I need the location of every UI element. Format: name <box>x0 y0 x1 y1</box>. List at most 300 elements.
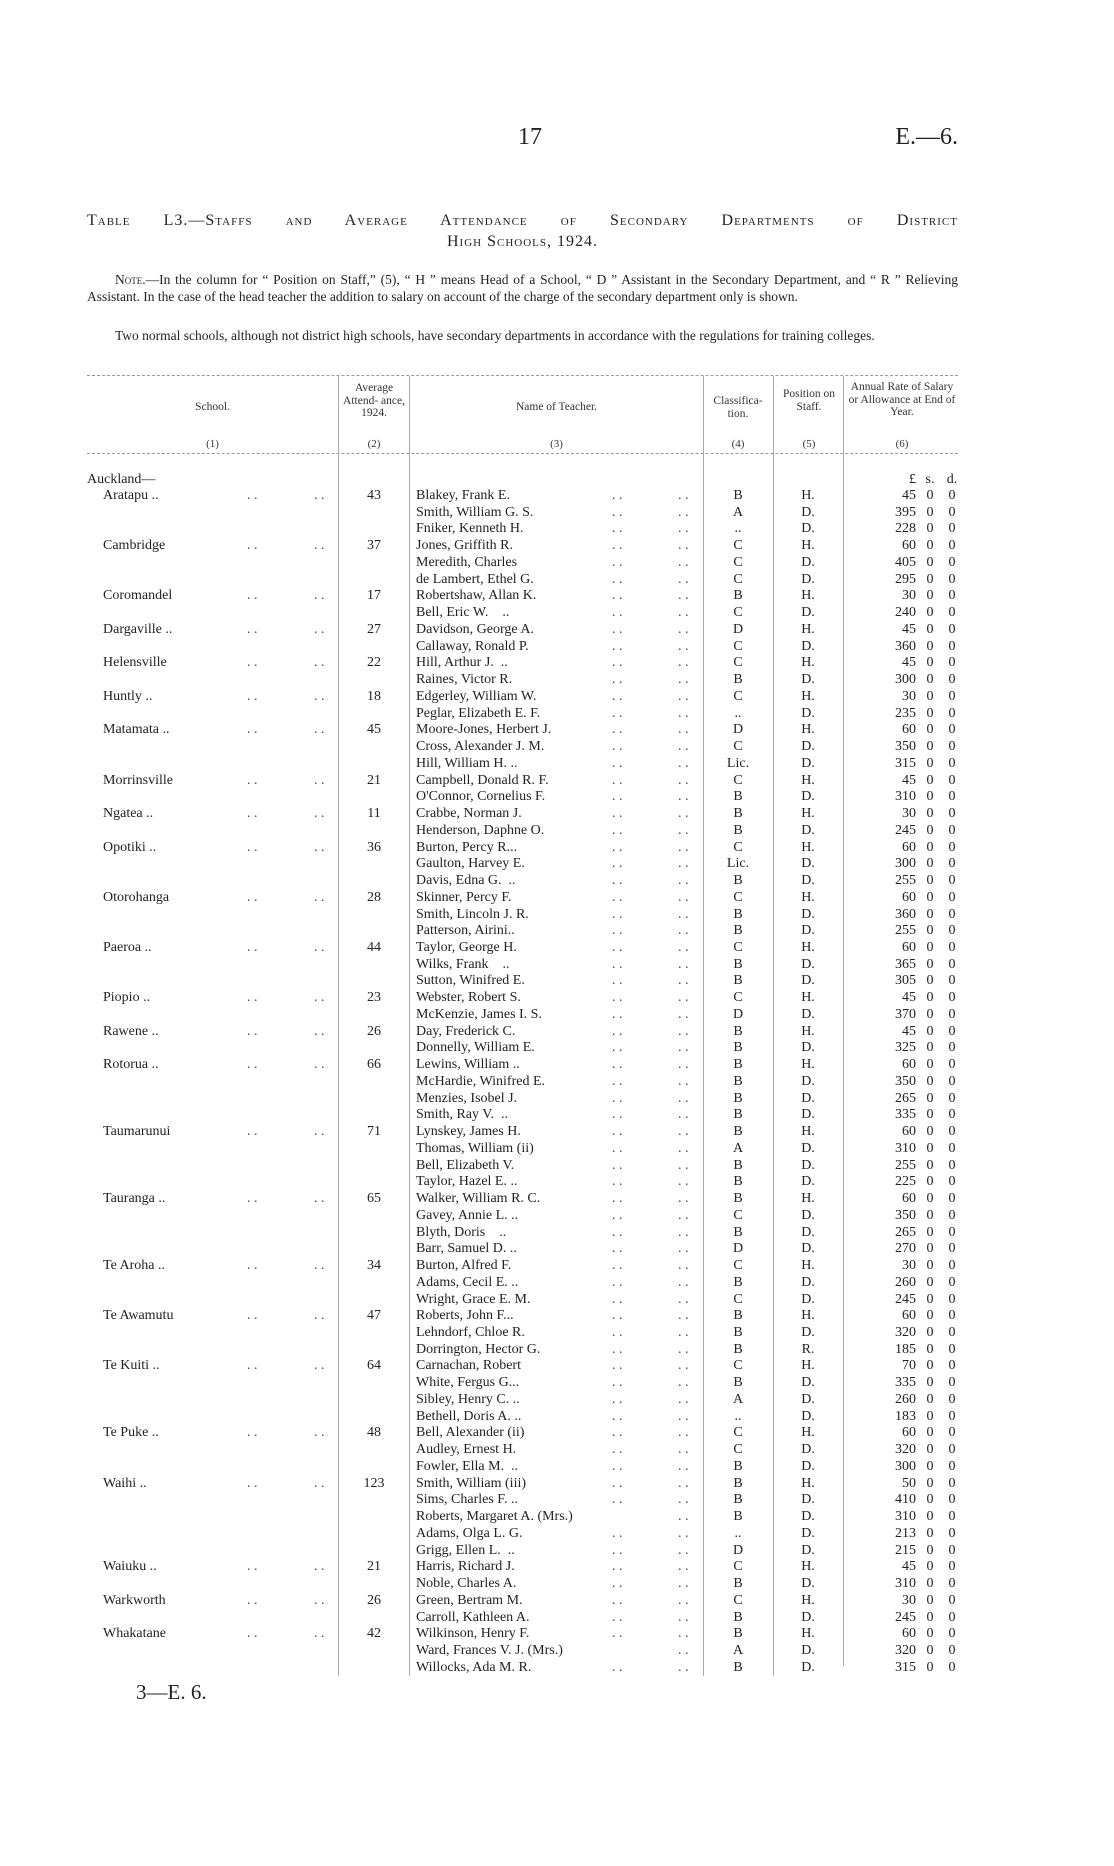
teacher-name: Day, Frederick C. <box>416 1023 516 1039</box>
school-name: Taumarunui <box>103 1124 171 1140</box>
position: D. <box>801 554 815 570</box>
classification: C <box>733 1442 743 1458</box>
salary-pence: 0 <box>948 1609 956 1625</box>
salary-shillings: 0 <box>926 1107 934 1123</box>
leader-dots: . . <box>678 1408 689 1424</box>
salary-pence: 0 <box>948 504 956 520</box>
classification: B <box>733 1475 743 1491</box>
salary-shillings: 0 <box>926 1224 934 1240</box>
school-name: Warkworth <box>103 1592 166 1608</box>
leader-dots: . . <box>314 488 325 503</box>
position: D. <box>801 1107 815 1123</box>
leader-dots: . . <box>678 1375 689 1391</box>
classification: B <box>733 1073 743 1089</box>
column-number: (3) <box>550 438 563 450</box>
teacher-name: Harris, Richard J. <box>416 1559 515 1575</box>
leader-dots: . . <box>678 1425 689 1441</box>
attendance: 28 <box>367 889 381 905</box>
teacher-name: Walker, William R. C. <box>416 1191 541 1207</box>
leader-dots: . . <box>612 1391 623 1407</box>
salary-pounds: 70 <box>902 1358 916 1374</box>
leader-dots: . . <box>247 1023 258 1039</box>
position: H. <box>801 655 815 671</box>
teacher-name: Lynskey, James H. <box>416 1124 521 1140</box>
attendance: 45 <box>367 722 381 738</box>
classification: B <box>733 1626 743 1642</box>
note-text: —In the column for “ Position on Staff,” (5), “ H ” means Head of a School, “ D ” Assistant in the Secondary Department, and “ R ” Relieving Assistant. In the case of the head teacher the addition to salary on account of the charge of the secondary department only is shown. <box>87 272 958 304</box>
leader-dots: . . <box>612 1458 623 1474</box>
classification: C <box>733 1559 743 1575</box>
classification: C <box>733 839 743 855</box>
salary-shillings: 0 <box>926 839 934 855</box>
salary-pounds: 45 <box>902 990 916 1006</box>
teacher-name: Wilkinson, Henry F. <box>416 1626 530 1642</box>
salary-pounds: 405 <box>895 554 916 570</box>
leader-dots: . . <box>314 1057 325 1073</box>
attendance: 44 <box>367 939 381 955</box>
salary-pounds: 245 <box>895 1291 916 1307</box>
teacher-name: Hill, Arthur J. .. <box>416 655 508 671</box>
salary-shillings: 0 <box>926 1057 934 1073</box>
document-reference: E.—6. <box>895 124 958 150</box>
leader-dots: . . <box>612 1073 623 1089</box>
leader-dots: . . <box>678 1643 689 1659</box>
classification: B <box>733 956 743 972</box>
classification: C <box>733 571 743 587</box>
attendance: 43 <box>367 488 381 503</box>
salary-shillings: 0 <box>926 1391 934 1407</box>
salary-shillings: 0 <box>926 588 934 604</box>
position: D. <box>801 1576 815 1592</box>
leader-dots: . . <box>247 538 258 554</box>
teacher-name: Robertshaw, Allan K. <box>416 588 537 604</box>
position: D. <box>801 1241 815 1257</box>
classification: B <box>733 1107 743 1123</box>
leader-dots: . . <box>612 588 623 604</box>
salary-shillings: 0 <box>926 1525 934 1541</box>
salary-pence: 0 <box>948 889 956 905</box>
position: H. <box>801 1124 815 1140</box>
salary-pounds: 60 <box>902 722 916 738</box>
salary-pence: 0 <box>948 554 956 570</box>
leader-dots: . . <box>314 588 325 604</box>
leader-dots: . . <box>247 1191 258 1207</box>
leader-dots: . . <box>678 571 689 587</box>
salary-shillings: 0 <box>926 1659 934 1675</box>
leader-dots: . . <box>247 1592 258 1608</box>
leader-dots: . . <box>612 1609 623 1625</box>
salary-pounds: 60 <box>902 1057 916 1073</box>
leader-dots: . . <box>678 906 689 922</box>
salary-pence: 0 <box>948 873 956 889</box>
position: H. <box>801 1559 815 1575</box>
salary-shillings: 0 <box>926 1006 934 1022</box>
salary-pence: 0 <box>948 1659 956 1675</box>
leader-dots: . . <box>247 806 258 822</box>
salary-shillings: 0 <box>926 1341 934 1357</box>
salary-pounds: 320 <box>895 1643 916 1659</box>
classification: C <box>733 1207 743 1223</box>
leader-dots: . . <box>314 1626 325 1642</box>
attendance: 22 <box>367 655 381 671</box>
position: D. <box>801 1458 815 1474</box>
salary-pence: 0 <box>948 822 956 838</box>
position: D. <box>801 1073 815 1089</box>
classification: B <box>733 1057 743 1073</box>
leader-dots: . . <box>678 789 689 805</box>
leader-dots: . . <box>612 1626 623 1642</box>
classification: B <box>733 1308 743 1324</box>
school-name: Opotiki .. <box>103 839 157 855</box>
leader-dots: . . <box>678 973 689 989</box>
classification: B <box>733 1509 743 1525</box>
salary-shillings: 0 <box>926 1308 934 1324</box>
classification: D <box>732 621 744 637</box>
leader-dots: . . <box>678 1073 689 1089</box>
leader-dots: . . <box>612 538 623 554</box>
leader-dots: . . <box>612 1576 623 1592</box>
leader-dots: . . <box>247 655 258 671</box>
salary-pounds: 228 <box>895 521 916 537</box>
leader-dots: . . <box>678 554 689 570</box>
leader-dots: . . <box>678 1341 689 1357</box>
teacher-name: Callaway, Ronald P. <box>416 638 529 654</box>
column-number: (1) <box>206 438 219 450</box>
teacher-name: Bell, Elizabeth V. <box>416 1157 515 1173</box>
position: D. <box>801 521 815 537</box>
leader-dots: . . <box>612 1191 623 1207</box>
salary-pounds: 60 <box>902 1308 916 1324</box>
leader-dots: . . <box>678 1509 689 1525</box>
leader-dots: . . <box>678 504 689 520</box>
salary-pounds: 395 <box>895 504 916 520</box>
school-name: Rotorua .. <box>103 1057 159 1073</box>
position: D. <box>801 705 815 721</box>
salary-pence: 0 <box>948 839 956 855</box>
salary-pounds: 60 <box>902 538 916 554</box>
attendance: 34 <box>367 1258 381 1274</box>
attendance: 71 <box>367 1124 381 1140</box>
teacher-name: Edgerley, William W. <box>416 688 537 704</box>
school-name: Dargaville .. <box>103 621 173 637</box>
salary-pounds: 30 <box>902 1258 916 1274</box>
salary-pence: 0 <box>948 1023 956 1039</box>
salary-pounds: 300 <box>895 672 916 688</box>
leader-dots: . . <box>612 923 623 939</box>
column-divider <box>703 376 704 1676</box>
position: D. <box>801 1525 815 1541</box>
salary-pence: 0 <box>948 1140 956 1156</box>
classification: C <box>733 538 743 554</box>
attendance: 42 <box>367 1626 381 1642</box>
teacher-name: Ward, Frances V. J. (Mrs.) <box>416 1643 563 1659</box>
salary-pounds: 305 <box>895 973 916 989</box>
leader-dots: . . <box>314 772 325 788</box>
table-top-rule <box>87 375 958 376</box>
classification: C <box>733 638 743 654</box>
leader-dots: . . <box>678 839 689 855</box>
classification: A <box>732 504 744 520</box>
salary-pence: 0 <box>948 1341 956 1357</box>
position: H. <box>801 939 815 955</box>
leader-dots: . . <box>678 1107 689 1123</box>
leader-dots: . . <box>314 939 325 955</box>
salary-shillings: 0 <box>926 705 934 721</box>
salary-pence: 0 <box>948 538 956 554</box>
salary-pence: 0 <box>948 973 956 989</box>
leader-dots: . . <box>612 1023 623 1039</box>
salary-shillings: 0 <box>926 1609 934 1625</box>
salary-pounds: 325 <box>895 1040 916 1056</box>
leader-dots: . . <box>612 956 623 972</box>
leader-dots: . . <box>247 1057 258 1073</box>
leader-dots: . . <box>678 1258 689 1274</box>
leader-dots: . . <box>612 1140 623 1156</box>
salary-pence: 0 <box>948 906 956 922</box>
classification: C <box>733 939 743 955</box>
attendance: 123 <box>363 1475 385 1491</box>
salary-shillings: 0 <box>926 672 934 688</box>
leader-dots: . . <box>612 722 623 738</box>
classification: B <box>733 789 743 805</box>
leader-dots: . . <box>612 1659 623 1675</box>
school-name: Waihi .. <box>103 1475 147 1491</box>
salary-pence: 0 <box>948 1274 956 1290</box>
leader-dots: . . <box>678 739 689 755</box>
leader-dots: . . <box>612 889 623 905</box>
salary-pounds: 45 <box>902 621 916 637</box>
teacher-name: Carnachan, Robert <box>416 1358 521 1374</box>
position: H. <box>801 1308 815 1324</box>
leader-dots: . . <box>678 538 689 554</box>
salary-shillings: 0 <box>926 1458 934 1474</box>
salary-pounds: 320 <box>895 1325 916 1340</box>
salary-pounds: 260 <box>895 1274 916 1290</box>
attendance: 21 <box>367 772 381 788</box>
leader-dots: . . <box>314 1475 325 1491</box>
position: H. <box>801 990 815 1006</box>
salary-shillings: 0 <box>926 1140 934 1156</box>
salary-pounds: 410 <box>895 1492 916 1508</box>
teacher-name: Smith, William (iii) <box>416 1475 527 1491</box>
salary-pence: 0 <box>948 772 956 788</box>
leader-dots: . . <box>678 1140 689 1156</box>
salary-pounds: 30 <box>902 588 916 604</box>
classification: A <box>732 1391 744 1407</box>
classification: B <box>733 588 743 604</box>
leader-dots: . . <box>678 856 689 872</box>
position: D. <box>801 873 815 889</box>
leader-dots: . . <box>314 1308 325 1324</box>
pence-unit: d. <box>946 472 958 487</box>
classification: .. <box>734 705 742 721</box>
position: D. <box>801 504 815 520</box>
salary-pounds: 360 <box>895 906 916 922</box>
leader-dots: . . <box>612 1475 623 1491</box>
attendance: 36 <box>367 839 381 855</box>
classification: B <box>733 873 743 889</box>
salary-shillings: 0 <box>926 1425 934 1441</box>
salary-pounds: 45 <box>902 772 916 788</box>
salary-shillings: 0 <box>926 1073 934 1089</box>
column-divider <box>773 376 774 1676</box>
teacher-name: Menzies, Isobel J. <box>416 1090 518 1106</box>
classification: B <box>733 1458 743 1474</box>
classification: B <box>733 1375 743 1391</box>
leader-dots: . . <box>678 873 689 889</box>
leader-dots: . . <box>247 1425 258 1441</box>
salary-pence: 0 <box>948 722 956 738</box>
salary-pence: 0 <box>948 856 956 872</box>
teacher-name: Roberts, Margaret A. (Mrs.) <box>416 1509 573 1525</box>
classification: B <box>733 1023 743 1039</box>
leader-dots: . . <box>612 521 623 537</box>
attendance: 37 <box>367 538 381 554</box>
salary-pence: 0 <box>948 789 956 805</box>
salary-shillings: 0 <box>926 1442 934 1458</box>
salary-pounds: 315 <box>895 1659 916 1675</box>
position: H. <box>801 1475 815 1491</box>
leader-dots: . . <box>678 688 689 704</box>
salary-pence: 0 <box>948 1174 956 1190</box>
leader-dots: . . <box>678 1023 689 1039</box>
salary-shillings: 0 <box>926 1174 934 1190</box>
classification: B <box>733 1224 743 1240</box>
teacher-name: Gavey, Annie L. .. <box>416 1207 519 1223</box>
salary-pence: 0 <box>948 1408 956 1424</box>
leader-dots: . . <box>612 621 623 637</box>
classification: B <box>733 1157 743 1173</box>
classification: C <box>733 688 743 704</box>
salary-pounds: 245 <box>895 1609 916 1625</box>
position: D. <box>801 1542 815 1558</box>
salary-shillings: 0 <box>926 1090 934 1106</box>
salary-pence: 0 <box>948 1492 956 1508</box>
salary-pounds: 60 <box>902 1124 916 1140</box>
leader-dots: . . <box>678 923 689 939</box>
classification: C <box>733 1258 743 1274</box>
attendance: 18 <box>367 688 381 704</box>
leader-dots: . . <box>678 1442 689 1458</box>
attendance: 26 <box>367 1592 381 1608</box>
school-name: Tauranga .. <box>103 1191 166 1207</box>
classification: B <box>733 672 743 688</box>
teacher-name: Meredith, Charles <box>416 554 518 570</box>
salary-pounds: 30 <box>902 1592 916 1608</box>
position: H. <box>801 1023 815 1039</box>
salary-shillings: 0 <box>926 822 934 838</box>
leader-dots: . . <box>247 990 258 1006</box>
classification: D <box>732 1241 744 1257</box>
salary-pence: 0 <box>948 739 956 755</box>
leader-dots: . . <box>247 1358 258 1374</box>
salary-pounds: 295 <box>895 571 916 587</box>
salary-pounds: 215 <box>895 1542 916 1558</box>
teacher-name: Blakey, Frank E. <box>416 488 510 503</box>
salary-pence: 0 <box>948 1073 956 1089</box>
leader-dots: . . <box>314 1023 325 1039</box>
salary-shillings: 0 <box>926 1509 934 1525</box>
classification: C <box>733 554 743 570</box>
salary-shillings: 0 <box>926 806 934 822</box>
leader-dots: . . <box>678 605 689 621</box>
classification: B <box>733 1090 743 1106</box>
table-title-line-2: High Schools, 1924. <box>446 233 598 250</box>
salary-pence: 0 <box>948 1576 956 1592</box>
salary-pounds: 265 <box>895 1224 916 1240</box>
teacher-name: Adams, Cecil E. .. <box>416 1274 519 1290</box>
teacher-name: Lewins, William .. <box>416 1057 520 1073</box>
leader-dots: . . <box>678 1191 689 1207</box>
position: H. <box>801 588 815 604</box>
teacher-name: Skinner, Percy F. <box>416 889 512 905</box>
district-label: Auckland— <box>87 472 156 487</box>
salary-shillings: 0 <box>926 538 934 554</box>
leader-dots: . . <box>612 990 623 1006</box>
salary-pence: 0 <box>948 521 956 537</box>
teacher-name: Raines, Victor R. <box>416 672 513 688</box>
salary-pence: 0 <box>948 672 956 688</box>
teacher-name: Bell, Eric W. .. <box>416 605 510 621</box>
leader-dots: . . <box>678 1325 689 1340</box>
position: D. <box>801 1391 815 1407</box>
position: H. <box>801 1425 815 1441</box>
salary-shillings: 0 <box>926 488 934 503</box>
salary-pence: 0 <box>948 1124 956 1140</box>
leader-dots: . . <box>314 655 325 671</box>
classification: B <box>733 1040 743 1056</box>
table-title-line-1: Table L3.—Staffs and Average Attendance of Secondary Departments of District <box>87 212 958 229</box>
salary-pence: 0 <box>948 1358 956 1374</box>
salary-pence: 0 <box>948 1542 956 1558</box>
teacher-name: Cross, Alexander J. M. <box>416 739 545 755</box>
classification: B <box>733 1174 743 1190</box>
salary-pence: 0 <box>948 1207 956 1223</box>
classification: B <box>733 1341 743 1357</box>
position: H. <box>801 806 815 822</box>
leader-dots: . . <box>678 722 689 738</box>
leader-dots: . . <box>678 705 689 721</box>
classification: B <box>733 806 743 822</box>
classification: B <box>733 1609 743 1625</box>
teacher-name: Audley, Ernest H. <box>416 1442 517 1458</box>
salary-pence: 0 <box>948 1224 956 1240</box>
classification: D <box>732 1542 744 1558</box>
salary-shillings: 0 <box>926 1542 934 1558</box>
leader-dots: . . <box>247 1308 258 1324</box>
salary-shillings: 0 <box>926 956 934 972</box>
salary-shillings: 0 <box>926 1157 934 1173</box>
leader-dots: . . <box>314 990 325 1006</box>
salary-shillings: 0 <box>926 1207 934 1223</box>
leader-dots: . . <box>314 621 325 637</box>
teacher-name: Sibley, Henry C. .. <box>416 1391 520 1407</box>
salary-pence: 0 <box>948 1157 956 1173</box>
leader-dots: . . <box>612 806 623 822</box>
school-name: Otorohanga <box>103 889 170 905</box>
position: D. <box>801 822 815 838</box>
leader-dots: . . <box>678 1609 689 1625</box>
leader-dots: . . <box>678 655 689 671</box>
position: D. <box>801 1207 815 1223</box>
teacher-name: Willocks, Ada M. R. <box>416 1659 532 1675</box>
leader-dots: . . <box>247 839 258 855</box>
salary-pounds: 60 <box>902 1425 916 1441</box>
position: H. <box>801 688 815 704</box>
salary-pence: 0 <box>948 755 956 771</box>
leader-dots: . . <box>612 1107 623 1123</box>
teacher-name: Green, Bertram M. <box>416 1592 523 1608</box>
